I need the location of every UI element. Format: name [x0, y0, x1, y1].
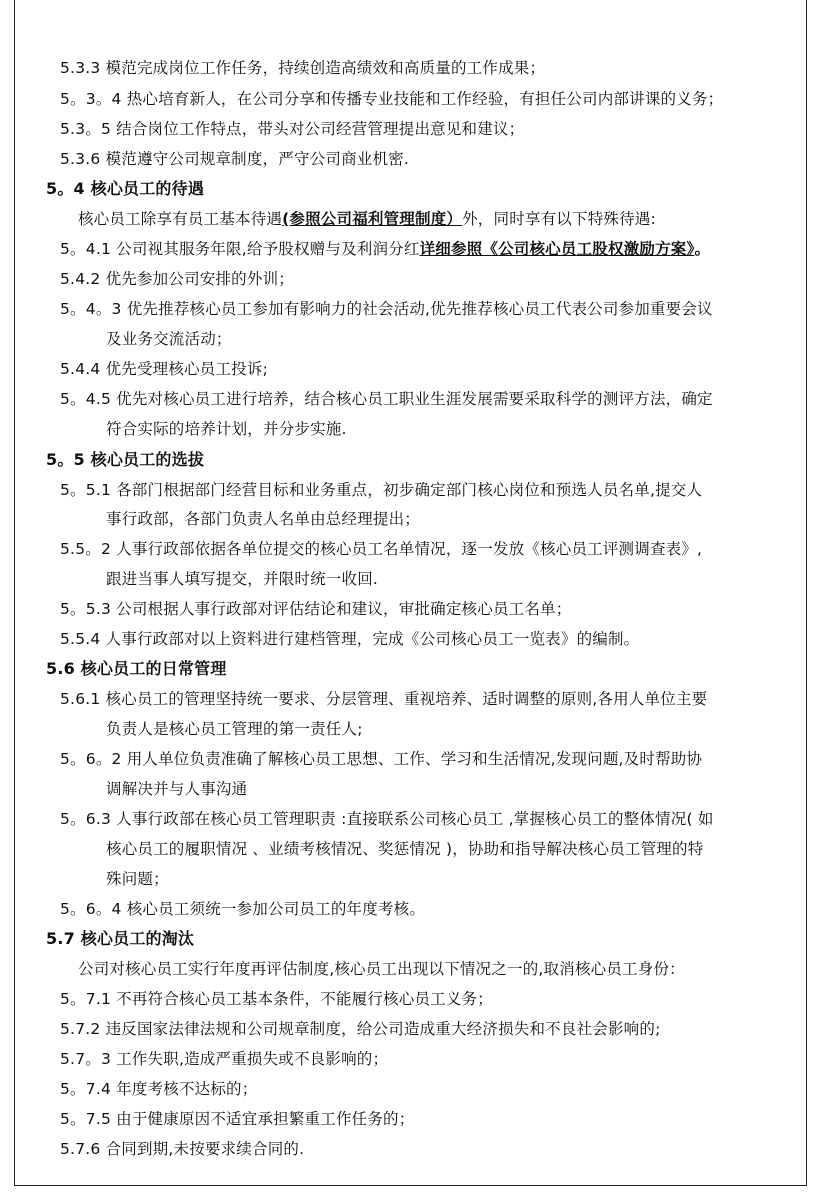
clause-5-4-5: 5。4.5 优先对核心员工进行培养，结合核心员工职业生涯发展需要采取科学的测评方法，确定: [60, 390, 713, 408]
clause-5-6-3-cont: 核心员工的履职情况 、业绩考核情况、奖惩情况 )，协助和指导解决核心员工管理的特: [106, 840, 704, 858]
clause-5-4-4: 5.4.4 优先受理核心员工投诉;: [60, 360, 268, 378]
clause-5-7-1: 5。7.1 不再符合核心员工基本条件，不能履行核心员工义务；: [60, 990, 493, 1008]
clause-5-6-3-cont2: 殊问题；: [106, 870, 169, 888]
section-title-5-6: 5.6 核心员工的日常管理: [46, 659, 227, 678]
clause-5-5-3: 5。5.3 公司根据人事行政部对评估结论和建议，审批确定核心员工名单；: [60, 600, 572, 618]
section-title-5-7: 5.7 核心员工的淘汰: [46, 929, 195, 948]
intro-text-end: 外，同时享有以下特殊待遇:: [462, 210, 656, 228]
clause-5-5-1: 5。5.1 各部门根据部门经营目标和业务重点，初步确定部门核心岗位和预选人员名单,提交人: [60, 481, 703, 499]
clause-5-7-2: 5.7.2 违反国家法律法规和公司规章制度，给公司造成重大经济损失和不良社会影响的;: [60, 1020, 661, 1038]
section-5-4-intro: [78, 208, 656, 230]
section-5-7-intro: 公司对核心员工实行年度再评估制度,核心员工出现以下情况之一的,取消核心员工身份：: [78, 960, 685, 978]
clause-5-6-4: 5。6。4 核心员工须统一参加公司员工的年度考核。: [60, 900, 426, 918]
clause-5-3-4: 5。3。4 热心培育新人，在公司分享和传播专业技能和工作经验，有担任公司内部讲课的义务；: [60, 90, 724, 108]
equity-incentive-reference: 详细参照《公司核心员工股权激励方案》: [419, 240, 695, 258]
clause-5-6-1: 5.6.1 核心员工的管理坚持统一要求、分层管理、重视培养、适时调整的原则,各用人单位主要: [60, 690, 708, 708]
clause-5-5-1-cont: 事行政部，各部门负责人名单由总经理提出；: [106, 510, 421, 528]
clause-5-4-5-cont: 符合实际的培养计划，并分步实施.: [106, 420, 347, 438]
clause-5-7-6: 5.7.6 合同到期,未按要求续合同的.: [60, 1140, 305, 1158]
clause-5-4-2: 5.4.2 优先参加公司安排的外训；: [60, 270, 294, 288]
clause-5-6-2: 5。6。2 用人单位负责准确了解核心员工思想、工作、学习和生活情况,发现问题,及时帮助协: [60, 750, 703, 768]
section-title-5-4: 5。4 核心员工的待遇: [46, 179, 205, 198]
intro-text: 核心员工除享有员工基本待遇: [78, 210, 283, 228]
clause-5-5-4: 5.5.4 人事行政部对以上资料进行建档管理，完成《公司核心员工一览表》的编制。: [60, 630, 640, 648]
clause-5-5-2-cont: 跟进当事人填写提交，并限时统一收回.: [106, 570, 379, 588]
clause-5-4-3-cont: 及业务交流活动；: [106, 330, 232, 348]
welfare-policy-reference: (参照公司福利管理制度）: [282, 210, 463, 228]
clause-5-3-6: 5.3.6 模范遵守公司规章制度，严守公司商业机密.: [60, 150, 409, 168]
clause-5-4-3: 5。4。3 优先推荐核心员工参加有影响力的社会活动,优先推荐核心员工代表公司参加重要会议: [60, 300, 713, 318]
clause-end: 。: [694, 240, 711, 258]
section-title-5-5: 5。5 核心员工的选拔: [46, 450, 205, 469]
clause-5-7-3: 5.7。3 工作失职,造成严重损失或不良影响的；: [60, 1050, 389, 1068]
clause-5-5-2: 5.5。2 人事行政部依据各单位提交的核心员工名单情况，逐一发放《核心员工评测调查表》,: [60, 540, 703, 558]
clause-5-6-1-cont: 负责人是核心员工管理的第一责任人;: [106, 720, 363, 738]
clause-5-6-2-cont: 调解决并与人事沟通: [106, 780, 248, 798]
clause-5-7-4: 5。7.4 年度考核不达标的；: [60, 1080, 258, 1098]
clause-5-4-1: [60, 238, 710, 260]
clause-5-3-3: 5.3.3 模范完成岗位工作任务，持续创造高绩效和高质量的工作成果；: [60, 59, 546, 77]
clause-text: 5。4.1 公司视其服务年限,给予股权赠与及利润分红: [60, 240, 420, 258]
clause-5-7-5: 5。7.5 由于健康原因不适宜承担繁重工作任务的；: [60, 1110, 415, 1128]
clause-5-3-5: 5.3。5 结合岗位工作特点，带头对公司经营管理提出意见和建议；: [60, 120, 525, 138]
clause-5-6-3: 5。6.3 人事行政部在核心员工管理职责 :直接联系公司核心员工 ,掌握核心员工的整体情况( 如: [60, 810, 714, 828]
